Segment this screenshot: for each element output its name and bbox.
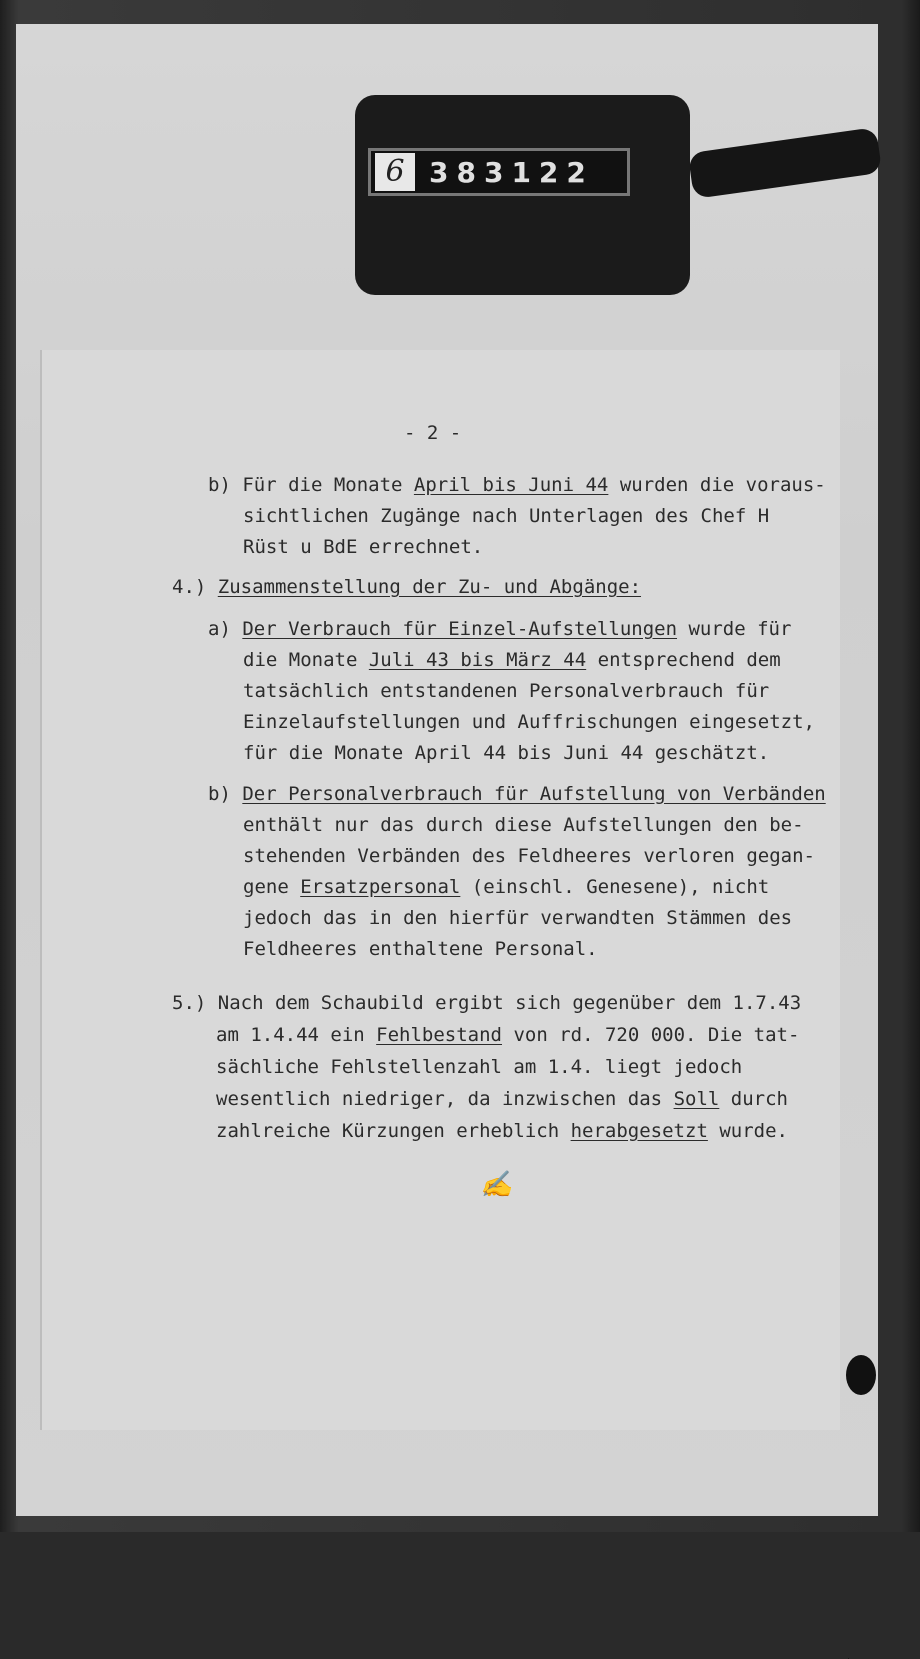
text-segment: die Monate: [243, 649, 369, 671]
underlined-phrase: Der Verbrauch für Einzel-Aufstellungen: [242, 618, 678, 640]
text-segment: entsprechend dem: [586, 649, 781, 671]
film-blemish: [846, 1355, 876, 1395]
counter-prefix-label: 6: [375, 153, 415, 191]
text-line-b2-3: stehenden Verbänden des Feldheeres verloren gegan-: [243, 845, 815, 867]
text-line-b2-6: Feldheeres enthaltene Personal.: [243, 938, 598, 960]
text-line-a2: [243, 645, 781, 676]
text-line-b2-5: jedoch das in den hierfür verwandten Stämmen des: [243, 907, 793, 929]
handwritten-initials: ✍: [480, 1170, 513, 1200]
section-number: 4.): [172, 576, 218, 598]
text-line-s5-5: [216, 1116, 788, 1147]
section-4-heading: [172, 572, 641, 603]
text-line-a1: [208, 614, 791, 645]
text-segment: gene: [243, 876, 301, 898]
text-line-a4: Einzelaufstellungen und Auffrischungen eingesetzt,: [243, 711, 815, 733]
frame-counter-display: [368, 148, 630, 196]
text-line-a5: für die Monate April 44 bis Juni 44 geschätzt.: [243, 742, 770, 764]
text-segment: wurde für: [677, 618, 792, 640]
text-line-s5-2: [216, 1020, 799, 1051]
underlined-phrase: Fehlbestand: [376, 1024, 502, 1046]
underlined-phrase: herabgesetzt: [570, 1120, 708, 1142]
page-number: - 2 -: [404, 422, 462, 444]
text-line-b1-2: sichtlichen Zugänge nach Unterlagen des Chef H: [243, 505, 770, 527]
text-line-s5-3: sächliche Fehlstellenzahl am 1.4. liegt jedoch: [216, 1056, 743, 1078]
text-segment: b): [208, 783, 243, 805]
text-line-b1-3: Rüst u BdE errechnet.: [243, 536, 484, 558]
counter-digits: 383122: [429, 155, 594, 189]
text-segment: b) Für die Monate: [208, 474, 414, 496]
underlined-phrase: Der Personalverbrauch für Aufstellung von Verbänden: [242, 783, 826, 805]
text-line-s5-1: 5.) Nach dem Schaubild ergibt sich gegenüber dem 1.7.43: [172, 992, 802, 1014]
text-segment: a): [208, 618, 243, 640]
text-segment: wesentlich niedriger, da inzwischen das: [216, 1088, 674, 1110]
underlined-phrase: Juli 43 bis März 44: [368, 649, 587, 671]
text-line-b2-2: enthält nur das durch diese Aufstellungen den be-: [243, 814, 804, 836]
text-segment: von rd. 720 000. Die tat-: [502, 1024, 800, 1046]
text-segment: durch: [719, 1088, 788, 1110]
text-segment: wurde.: [707, 1120, 788, 1142]
underlined-phrase: Soll: [673, 1088, 720, 1110]
text-segment: (einschl. Genesene), nicht: [460, 876, 770, 898]
text-segment: am 1.4.44 ein: [216, 1024, 377, 1046]
text-line-b2-4: [243, 872, 769, 903]
underlined-phrase: Ersatzpersonal: [300, 876, 461, 898]
text-segment: zahlreiche Kürzungen erheblich: [216, 1120, 571, 1142]
text-line-b2-1: [208, 779, 826, 810]
text-line-s5-4: [216, 1084, 788, 1115]
text-line-a3: tatsächlich entstandenen Personalverbrauch für: [243, 680, 770, 702]
text-segment: wurden die voraus-: [608, 474, 826, 496]
text-line-b1-1: [208, 470, 826, 501]
underlined-phrase: April bis Juni 44: [413, 474, 609, 496]
section-title: Zusammenstellung der Zu- und Abgänge:: [217, 576, 642, 598]
